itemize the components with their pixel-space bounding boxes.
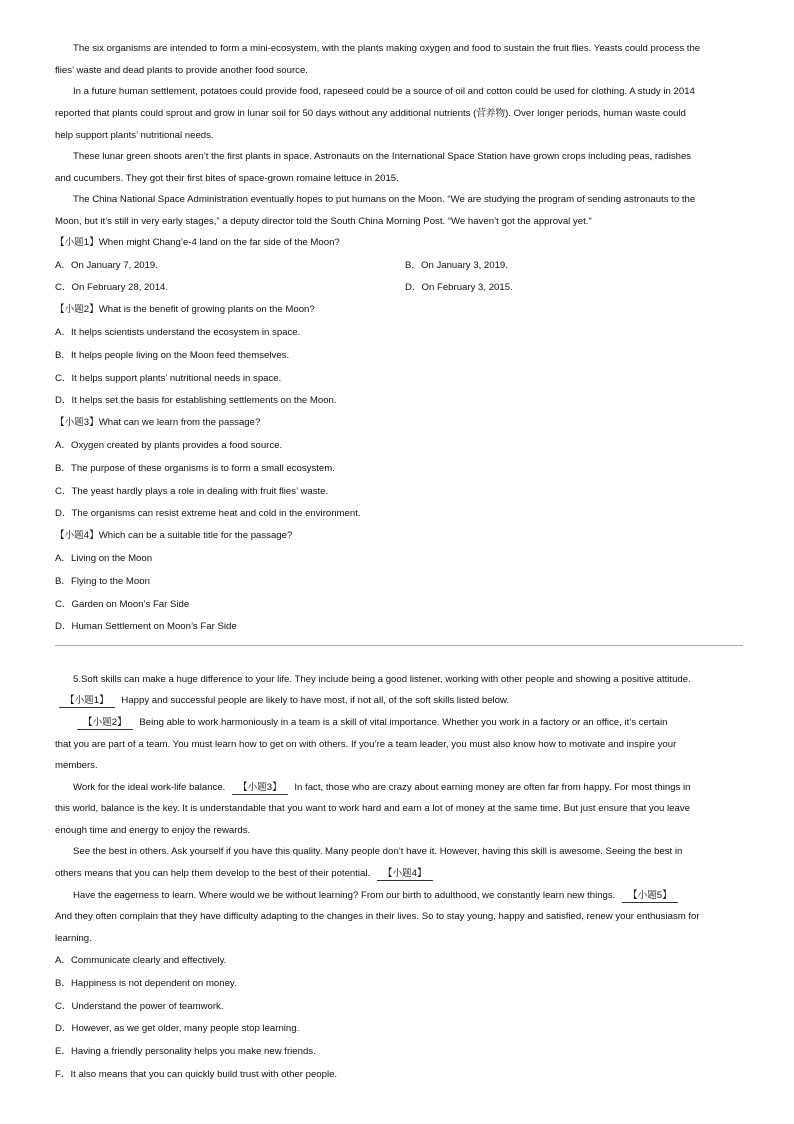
question-3-stem: 【小题3】What can we learn from the passage?	[55, 417, 261, 428]
q3-option-a[interactable]: A．Oxygen created by plants provides a food source.	[55, 440, 283, 451]
q1-option-a[interactable]: A．On January 7, 2019.	[55, 260, 158, 271]
p5-option-b[interactable]: B．Happiness is not dependent on money.	[55, 978, 237, 989]
p2-line1: In a future human settlement, potatoes could provide food, rapeseed could be a source of oil and cotton could be used for clothing. A study in 2014	[73, 86, 695, 97]
p5-line13: learning.	[55, 933, 92, 944]
p5-line3	[73, 716, 667, 730]
p5-line9: See the best in others. Ask yourself if you have this quality. Many people don’t have it. However, having this skill is awesome. Seeing the best in	[73, 846, 683, 857]
blank-3[interactable]: 【小题3】	[232, 782, 288, 795]
p5-line5: members.	[55, 760, 98, 771]
blank-1[interactable]: 【小题1】	[59, 695, 115, 708]
blank-2[interactable]: 【小题2】	[77, 717, 133, 730]
p5-option-c[interactable]: C．Understand the power of teamwork.	[55, 1001, 224, 1012]
p5-line11-text: Have the eagerness to learn. Where would we be without learning? From our birth to adulthood, we constantly learn new things.	[73, 890, 616, 901]
p1-line2: flies’ waste and dead plants to provide another food source.	[55, 65, 308, 76]
q2-option-b[interactable]: B．It helps people living on the Moon feed themselves.	[55, 350, 290, 361]
q2-option-d[interactable]: D．It helps set the basis for establishing settlements on the Moon.	[55, 395, 337, 406]
question-1-stem: 【小题1】When might Chang’e-4 land on the far side of the Moon?	[55, 237, 340, 248]
p5-line4: that you are part of a team. You must learn how to get on with others. If you’re a team leader, you must also know how to motivate and inspire your	[55, 739, 677, 750]
q1-option-b[interactable]: B．On January 3, 2019.	[405, 260, 508, 271]
q4-option-d[interactable]: D．Human Settlement on Moon’s Far Side	[55, 621, 237, 632]
q4-option-c[interactable]: C．Garden on Moon’s Far Side	[55, 599, 190, 610]
p5-line11	[73, 889, 682, 903]
q3-option-d[interactable]: D．The organisms can resist extreme heat and cold in the environment.	[55, 508, 361, 519]
q4-option-b[interactable]: B．Flying to the Moon	[55, 576, 150, 587]
p5-line10-text: others means that you can help them develop to the best of their potential.	[55, 868, 371, 879]
q1-option-c[interactable]: C．On February 28, 2014.	[55, 282, 169, 293]
q1-option-d[interactable]: D．On February 3, 2015.	[405, 282, 513, 293]
blank-4[interactable]: 【小题4】	[377, 868, 433, 881]
q3-option-b[interactable]: B．The purpose of these organisms is to form a small ecosystem.	[55, 463, 335, 474]
q3-option-c[interactable]: C．The yeast hardly plays a role in dealing with fruit flies’ waste.	[55, 486, 329, 497]
p1-line1: The six organisms are intended to form a mini-ecosystem, with the plants making oxygen and food to sustain the fruit flies. Yeasts could process the	[73, 43, 701, 54]
p4-line1: The China National Space Administration eventually hopes to put humans on the Moon. “We are studying the program of sending astronauts to the	[73, 194, 696, 205]
p5-line1: 5.Soft skills can make a huge difference to your life. They include being a good listener, working with other people and showing a positive attitude.	[73, 674, 691, 685]
q2-option-a[interactable]: A．It helps scientists understand the ecosystem in space.	[55, 327, 301, 338]
p5-line2-text: Happy and successful people are likely to have most, if not all, of the soft skills listed below.	[121, 695, 510, 706]
p5-line2	[55, 694, 509, 708]
p5-line6-text-b: In fact, those who are crazy about earning money are often far from happy. For most things in	[294, 782, 691, 793]
p3-line1: These lunar green shoots aren’t the first plants in space. Astronauts on the International Space Station have grown crops including peas, radishes	[73, 151, 692, 162]
blank-5[interactable]: 【小题5】	[622, 890, 678, 903]
section-divider	[55, 645, 743, 646]
p5-option-e[interactable]: E．Having a friendly personality helps you make new friends.	[55, 1046, 316, 1057]
p5-line3-text: Being able to work harmoniously in a team is a skill of vital importance. Whether you work in a factory or an office, it’s certain	[139, 717, 668, 728]
p2-line2: reported that plants could sprout and grow in lunar soil for 50 days without any additional nutrients (营养物). Over longer periods, human waste could	[55, 108, 686, 119]
p4-line2: Moon, but it’s still in very early stages,” a deputy director told the South China Morning Post. “We haven’t got the approval yet.”	[55, 216, 592, 227]
p5-line7: this world, balance is the key. It is understandable that you want to work hard and earn a lot of money at the same time. But just ensure that you leave	[55, 803, 690, 814]
q4-option-a[interactable]: A．Living on the Moon	[55, 553, 153, 564]
p3-line2: and cucumbers. They got their first bites of space-grown romaine lettuce in 2015.	[55, 173, 399, 184]
q2-option-c[interactable]: C．It helps support plants’ nutritional needs in space.	[55, 373, 282, 384]
p5-line10	[55, 867, 437, 881]
question-2-stem: 【小题2】What is the benefit of growing plants on the Moon?	[55, 304, 315, 315]
p2-line3: help support plants’ nutritional needs.	[55, 130, 214, 141]
p5-line12: And they often complain that they have difficulty adapting to the changes in their lives. So to stay young, happy and satisfied, renew your enthusiasm for	[55, 911, 700, 922]
question-4-stem: 【小题4】Which can be a suitable title for the passage?	[55, 530, 293, 541]
p5-line6-text-a: Work for the ideal work-life balance.	[73, 782, 226, 793]
p5-option-a[interactable]: A．Communicate clearly and effectively.	[55, 955, 227, 966]
p5-line8: enough time and energy to enjoy the rewards.	[55, 825, 251, 836]
p5-line6	[73, 781, 690, 795]
p5-option-f[interactable]: F．It also means that you can quickly build trust with other people.	[55, 1069, 338, 1080]
p5-option-d[interactable]: D．However, as we get older, many people stop learning.	[55, 1023, 300, 1034]
